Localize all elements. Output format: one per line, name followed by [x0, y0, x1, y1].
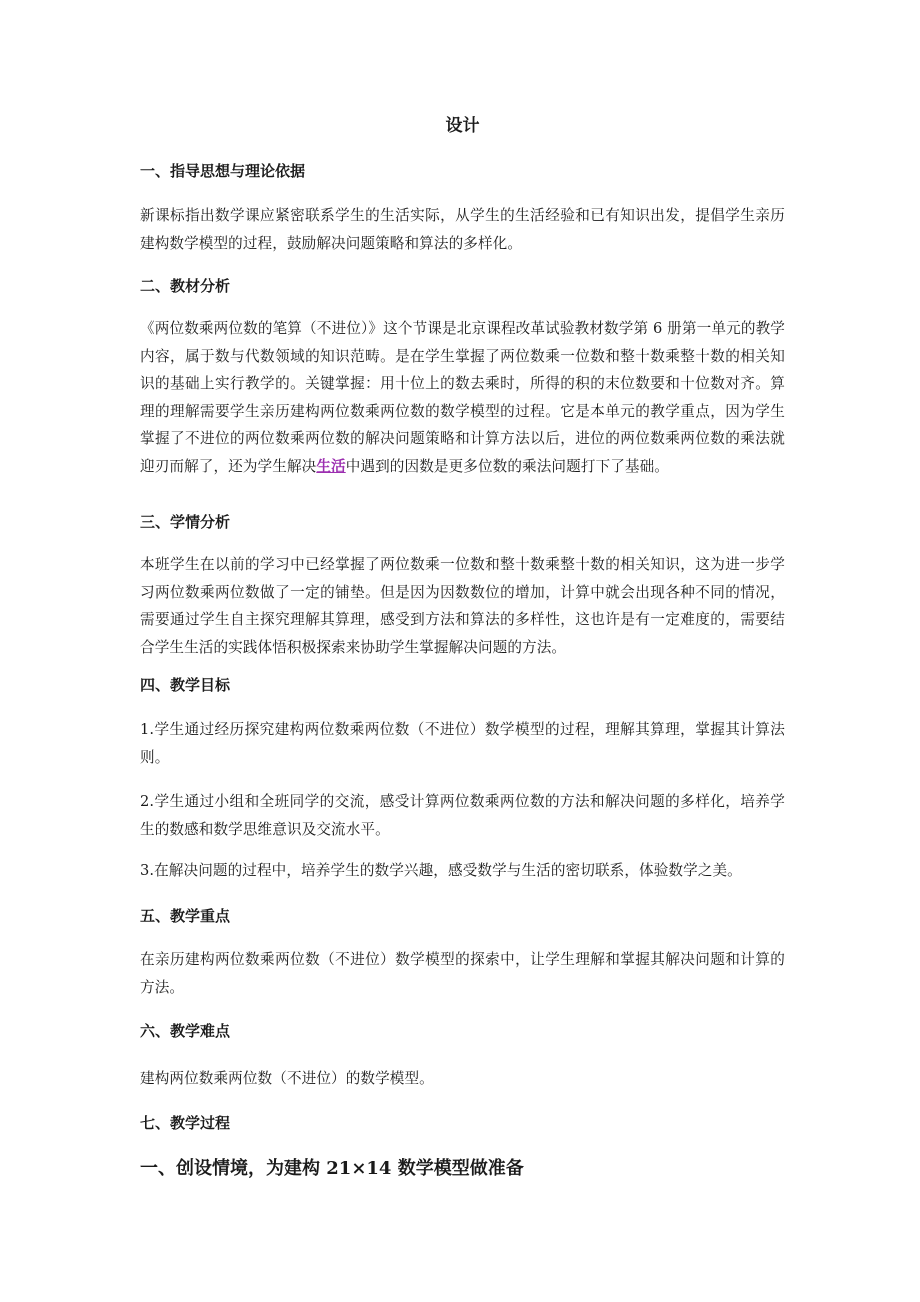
section-body-textbook-analysis [140, 315, 785, 480]
section-heading-teaching-goals: 四、教学目标 [140, 676, 231, 694]
subsection-heading-create-situation: 一、创设情境，为建构 21×14 数学模型做准备 [140, 1158, 524, 1179]
life-link[interactable]: 生活 [316, 457, 346, 475]
section-heading-learner-analysis: 三、学情分析 [140, 513, 231, 531]
teaching-goal-item: 1.学生通过经历探究建构两位数乘两位数（不进位）数学模型的过程，理解其算理，掌握其计算法则。 [140, 721, 785, 766]
section-body-learner-analysis: 本班学生在以前的学习中已经掌握了两位数乘一位数和整十数乘整十数的相关知识，这为进一步学习两位数乘两位数做了一定的铺垫。但是因为因数数位的增加，计算中就会出现各种不同的情况，需要通过学生自主探究理解其算理，感受到方法和算法的多样性，这也许是有一定难度的，需要结合学生生活的实践体悟积极探索来协助学生掌握解决问题的方法。 [140, 556, 785, 656]
textbook-analysis-text-1: 《两位数乘两位数的笔算（不进位）》这个节课是北京课程改革试验教材数学第 6 册第一单元的教学内容，属于数与代数领域的知识范畴。是在学生掌握了两位数乘一位数和整十数乘整十数的相关知识的基础上实行教学的。关键掌握：用十位上的数去乘时，所得的积的末位数要和十位数对齐。算理的理解需要学生亲历建构两位数乘两位数的数学模型的过程。它是本单元的教学重点，因为学生掌握了不进位的两位数乘两位数的解决问题策略和计算方法以后，进位的两位数乘两位数的乘法就迎刃而解了，还为学生解决 [140, 320, 785, 475]
teaching-goal-item: 3.在解决问题的过程中，培养学生的数学兴趣，感受数学与生活的密切联系，体验数学之美。 [140, 862, 742, 879]
textbook-analysis-text-2: 中遇到的因数是更多位数的乘法问题打下了基础。 [345, 457, 669, 475]
section-heading-difficulties: 六、教学难点 [140, 1022, 231, 1040]
section-heading-teaching-process: 七、教学过程 [140, 1114, 231, 1132]
document-title: 设计 [445, 116, 480, 136]
section-heading-textbook-analysis: 二、教材分析 [140, 277, 231, 295]
section-body-key-points: 在亲历建构两位数乘两位数（不进位）数学模型的探索中，让学生理解和掌握其解决问题和计算的方法。 [140, 951, 785, 996]
section-heading-guiding-ideas: 一、指导思想与理论依据 [140, 162, 306, 180]
section-heading-key-points: 五、教学重点 [140, 907, 231, 925]
teaching-goal-item: 2.学生通过小组和全班同学的交流，感受计算两位数乘两位数的方法和解决问题的多样化，培养学生的数感和数学思维意识及交流水平。 [140, 793, 785, 838]
section-body-difficulties: 建构两位数乘两位数（不进位）的数学模型。 [140, 1070, 434, 1087]
section-body-guiding-ideas: 新课标指出数学课应紧密联系学生的生活实际，从学生的生活经验和已有知识出发，提倡学生亲历建构数学模型的过程，鼓励解决问题策略和算法的多样化。 [140, 207, 785, 252]
